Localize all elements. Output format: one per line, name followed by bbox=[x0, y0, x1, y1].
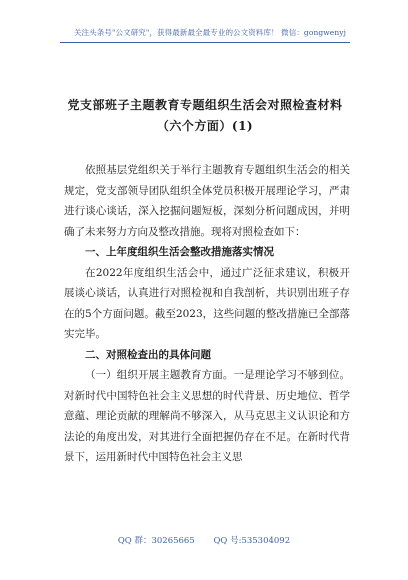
intro-paragraph: 依照基层党组织关于举行主题教育专题组织生活会的相关规定，党支部领导团队组织全体党员积极开展理论学习，严肃进行谈心谈话，深入挖掘问题短板，深刻分析问题成因，并明确了未来努力方向及整改措施。现将对照检查如下： bbox=[64, 164, 350, 238]
footer-contact bbox=[0, 534, 408, 546]
header-divider bbox=[60, 42, 350, 43]
document-subtitle: （六个方面）(1) bbox=[156, 119, 254, 133]
document-body bbox=[64, 160, 350, 468]
section-2-paragraph: （一）组织开展主题教育方面。一是理论学习不够到位。对新时代中国特色社会主义思想的时代背景、历史地位、哲学意蕴、理论贡献的理解尚不够深入，从马克思主义认识论和方法论的角度出发，对其进行全面把握仍存在不足。在新时代背景下，运用新时代中国特色社会主义思 bbox=[64, 369, 350, 463]
section-2-heading: 二、对照检查出的具体问题 bbox=[85, 348, 211, 361]
document-title: 党支部班子主题教育专题组织生活会对照检查材料 bbox=[67, 98, 343, 112]
section-1-paragraph: 在2022年度组织生活会中，通过广泛征求建议，积极开展谈心谈话，认真进行对照检视和自我剖析，共识别出班子存在的5个方面问题。截至2023，这些问题的整改措施已全部落实完毕。 bbox=[64, 266, 350, 340]
section-1-heading: 一、上年度组织生活会整改措施落实情况 bbox=[85, 246, 274, 258]
header-banner: 关注头条号"公文研究"，获得最新最全最专业的公文资料库！ 微信：gongwenyj bbox=[73, 28, 347, 37]
footer-qq-number: QQ 号:535304092 bbox=[213, 536, 291, 546]
footer-qq-group: QQ 群：30265665 bbox=[117, 536, 195, 546]
